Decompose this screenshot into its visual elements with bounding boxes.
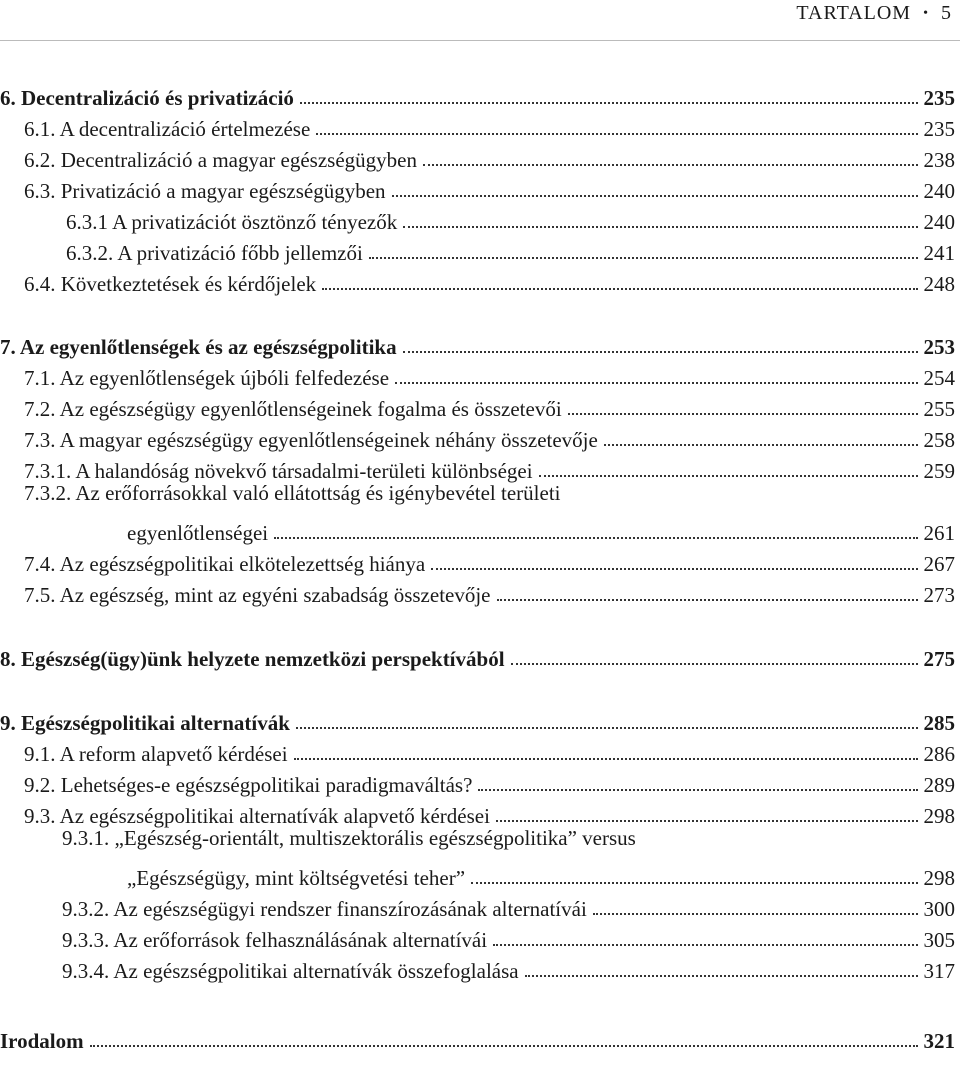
toc-entry-7-1[interactable]: 7.1. Az egyenlőtlenségek újbóli felfedezése 254 (24, 366, 955, 390)
toc-entry-6-2[interactable]: 6.2. Decentralizáció a magyar egészségügyben 238 (24, 148, 955, 172)
toc-entry-6-3-1[interactable]: 6.3.1 A privatizációt ösztönző tényezők 240 (66, 210, 955, 234)
toc-entry-6-1[interactable]: 6.1. A decentralizáció értelmezése 235 (24, 117, 955, 141)
toc-entry-9-1[interactable]: 9.1. A reform alapvető kérdései 286 (24, 742, 955, 766)
toc-entry-chapter-6[interactable]: 6. Decentralizáció és privatizáció 235 (0, 86, 955, 110)
bullet-separator: • (923, 5, 929, 21)
toc-entry-9-2[interactable]: 9.2. Lehetséges-e egészségpolitikai paradigmaváltás? 289 (24, 773, 955, 797)
toc-entry-irodalom[interactable]: Irodalom 321 (0, 1029, 955, 1053)
toc-entry-7-5[interactable]: 7.5. Az egészség, mint az egyéni szabadság összetevője 273 (24, 583, 955, 607)
toc-entry-6-3-2[interactable]: 6.3.2. A privatizáció főbb jellemzői 241 (66, 241, 955, 265)
toc-entry-7-2[interactable]: 7.2. Az egészségügy egyenlőtlenségeinek fogalma és összetevői 255 (24, 397, 955, 421)
toc-entry-9-3-3[interactable]: 9.3.3. Az erőforrások felhasználásának alternatívái 305 (62, 928, 955, 952)
toc-entry-7-3-2[interactable]: egyenlőtlenségei 261 (127, 521, 955, 545)
toc-entry-6-4[interactable]: 6.4. Következtetések és kérdőjelek 248 (24, 272, 955, 296)
page-number: 5 (941, 2, 952, 24)
toc-entry-7-3-2-line1[interactable]: 7.3.2. Az erőforrásokkal való ellátottság és igénybevétel területi (24, 481, 561, 505)
toc-entry-7-4[interactable]: 7.4. Az egészségpolitikai elkötelezettség hiánya 267 (24, 552, 955, 576)
toc-entry-chapter-9[interactable]: 9. Egészségpolitikai alternatívák 285 (0, 711, 955, 735)
toc-entry-chapter-7[interactable]: 7. Az egyenlőtlenségek és az egészségpolitika 253 (0, 335, 955, 359)
running-head (796, 2, 952, 25)
toc-entry-9-3[interactable]: 9.3. Az egészségpolitikai alternatívák alapvető kérdései 298 (24, 804, 955, 828)
toc-entry-9-3-1-line1[interactable]: 9.3.1. „Egészség-orientált, multiszektorális egészségpolitika” versus (62, 826, 636, 850)
toc-entry-9-3-4[interactable]: 9.3.4. Az egészségpolitikai alternatívák összefoglalása 317 (62, 959, 955, 983)
header-rule (0, 40, 960, 41)
running-head-section: TARTALOM (796, 2, 912, 24)
toc-entry-chapter-8[interactable]: 8. Egészség(ügy)ünk helyzete nemzetközi perspektívából 275 (0, 647, 955, 671)
toc-entry-7-3-1[interactable]: 7.3.1. A halandóság növekvő társadalmi-területi különbségei 259 (24, 459, 955, 483)
toc-entry-9-3-1[interactable]: „Egészségügy, mint költségvetési teher” 298 (127, 866, 955, 890)
toc-entry-9-3-2[interactable]: 9.3.2. Az egészségügyi rendszer finanszírozásának alternatívái 300 (62, 897, 955, 921)
toc-entry-7-3[interactable]: 7.3. A magyar egészségügy egyenlőtlenségeinek néhány összetevője 258 (24, 428, 955, 452)
toc-entry-6-3[interactable]: 6.3. Privatizáció a magyar egészségügyben 240 (24, 179, 955, 203)
